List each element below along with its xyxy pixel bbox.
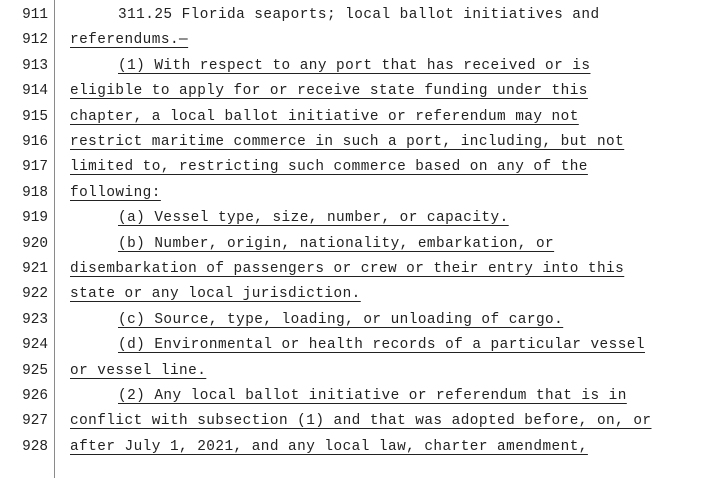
line-number: 912 [22,32,48,49]
line-number: 915 [22,108,48,125]
text-line [0,333,728,358]
line-text: 311.25 Florida seaports; local ballot initiatives and [118,7,600,23]
line-number: 927 [22,413,48,430]
text-line [0,155,728,180]
line-text: (c) Source, type, loading, or unloading of cargo. [118,311,564,328]
line-text: referendums.— [70,32,189,49]
text-line [0,28,728,53]
text-line [0,130,728,155]
line-text: (d) Environmental or health records of a particular vessel [118,337,645,354]
line-number: 920 [22,235,48,252]
line-text: or vessel line. [70,362,207,379]
line-text: (b) Number, origin, nationality, embarkation, or [118,235,555,252]
text-line [0,435,728,460]
line-text: (2) Any local ballot initiative or referendum that is in [118,388,627,404]
text-line [0,79,728,104]
line-text: following: [70,184,161,201]
line-number: 925 [22,362,48,379]
line-number: 914 [22,83,48,100]
line-text: disembarkation of passengers or crew or their entry into this [70,261,625,277]
text-line [0,409,728,434]
text-line [0,257,728,282]
line-number: 921 [22,261,48,277]
text-line [0,54,728,79]
text-line [0,282,728,307]
line-number: 922 [22,286,48,303]
line-number: 918 [22,184,48,201]
line-number: 917 [22,159,48,176]
line-number: 928 [22,438,48,455]
line-text: conflict with subsection (1) and that was adopted before, on, or [70,413,652,430]
line-text: eligible to apply for or receive state funding under this [70,83,588,100]
line-number: 924 [22,337,48,354]
line-text: (a) Vessel type, size, number, or capacity. [118,210,509,227]
line-text: limited to, restricting such commerce based on any of the [70,159,588,176]
text-line [0,181,728,206]
line-number: 913 [22,57,48,74]
line-number: 911 [22,7,48,23]
line-text: restrict maritime commerce in such a port, including, but not [70,134,625,150]
line-text: state or any local jurisdiction. [70,286,361,303]
line-text: chapter, a local ballot initiative or referendum may not [70,108,579,125]
line-number: 916 [22,134,48,150]
line-text: (1) With respect to any port that has received or is [118,57,591,74]
line-text: after July 1, 2021, and any local law, charter amendment, [70,438,588,455]
text-line [0,384,728,409]
line-number: 919 [22,210,48,227]
text-line [0,232,728,257]
line-number: 923 [22,311,48,328]
text-line [0,308,728,333]
text-line [0,105,728,130]
text-line [0,206,728,231]
text-line [0,3,728,28]
line-number: 926 [22,388,48,404]
text-line [0,359,728,384]
